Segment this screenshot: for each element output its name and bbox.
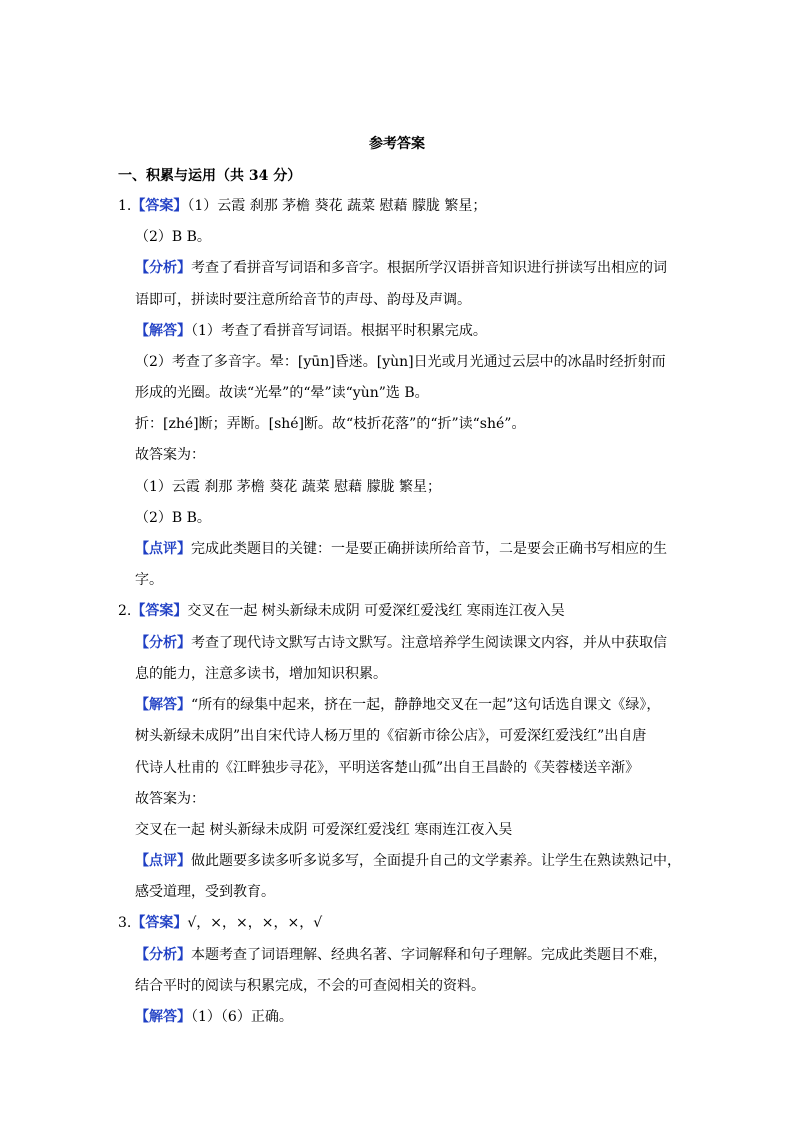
q2-analysis-line: [135, 633, 667, 653]
comment-tag: 【点评】: [135, 853, 191, 869]
q1-answer-line: [118, 196, 486, 216]
q3-answer-text: √，×，×，×，×，√: [187, 915, 323, 931]
q1-solution-3: 形成的光圈。故读“光晕”的“晕”读“yùn”选 B。: [135, 385, 429, 401]
solution-tag: 【解答】: [135, 1009, 191, 1025]
analysis-tag: 【分析】: [135, 635, 191, 651]
section-heading: 一、积累与运用（共 34 分）: [118, 168, 302, 184]
answer-tag: 【答案】: [131, 603, 188, 619]
solution-tag: 【解答】: [135, 697, 191, 713]
q1-solution-1: （1）考查了看拼音写词语。根据平时积累完成。: [191, 323, 487, 339]
q2-solution-1: “所有的绿集中起来，挤在一起，静静地交叉在一起”这句话选自课文《绿》，: [191, 697, 661, 713]
q2-number: 2.: [118, 603, 132, 619]
comment-tag: 【点评】: [135, 541, 191, 557]
q2-comment-line: [135, 851, 681, 871]
q1-number: 1.: [118, 198, 132, 214]
q2-analysis-1: 考查了现代诗文默写古诗文默写。注意培养学生阅读课文内容，并从中获取信: [191, 635, 667, 651]
q3-solution-line: [135, 1007, 293, 1027]
analysis-tag: 【分析】: [135, 947, 191, 963]
q1-solution-2: （2）考查了多音字。晕：[yūn]昏迷。[yùn]日光或月光通过云层中的冰晶时经折射而: [135, 354, 666, 370]
q1-solution-4: 折：[zhé]断；弄断。[shé]断。故“枝折花落”的“折”读“shé”。: [135, 416, 526, 432]
q2-answer-text: 交叉在一起 树头新绿未成阴 可爱深红爱浅红 寒雨连江夜入吴: [187, 603, 565, 619]
q1-analysis-line: [135, 258, 667, 278]
q3-answer-line: [118, 913, 322, 933]
q1-analysis-1: 考查了看拼音写词语和多音字。根据所学汉语拼音知识进行拼读写出相应的词: [191, 260, 667, 276]
page-title: 参考答案: [369, 136, 425, 152]
q1-comment-2: 字。: [135, 572, 163, 588]
q1-solution-6: （1）云霞 刹那 茅檐 葵花 蔬菜 慰藉 朦胧 繁星；: [135, 479, 442, 495]
q2-analysis-2: 息的能力，注意多读书，增加知识积累。: [135, 666, 387, 682]
answer-tag: 【答案】: [131, 198, 188, 214]
q2-solution-4: 故答案为：: [135, 791, 205, 807]
q3-analysis-2: 结合平时的阅读与积累完成，不会的可查阅相关的资料。: [135, 978, 485, 994]
q1-comment-line: [135, 539, 667, 559]
q2-comment-1: 做此题要多读多听多说多写，全面提升自己的文学素养。让学生在熟读熟记中，: [191, 853, 681, 869]
q1-analysis-2: 语即可，拼读时要注意所给音节的声母、韵母及声调。: [135, 292, 471, 308]
q2-solution-2: 树头新绿未成阴”出自宋代诗人杨万里的《宿新市徐公店》，可爱深红爱浅红”出自唐: [135, 728, 647, 744]
q1-solution-5: 故答案为：: [135, 447, 205, 463]
answer-tag: 【答案】: [131, 915, 188, 931]
q2-solution-line: [135, 695, 660, 715]
q3-solution-1: （1）（6）正确。: [191, 1009, 293, 1025]
q2-solution-5: 交叉在一起 树头新绿未成阴 可爱深红爱浅红 寒雨连江夜入吴: [135, 822, 513, 838]
q1-answer-text: （1）云霞 刹那 茅檐 葵花 蔬菜 慰藉 朦胧 繁星；: [187, 198, 487, 214]
q1-answer-2: （2）B B。: [135, 229, 211, 245]
q3-number: 3.: [118, 915, 132, 931]
q1-solution-7: （2）B B。: [135, 510, 211, 526]
solution-tag: 【解答】: [135, 323, 191, 339]
q3-analysis-1: 本题考查了词语理解、经典名著、字词解释和句子理解。完成此类题目不难，: [191, 947, 667, 963]
q2-answer-line: [118, 601, 565, 621]
analysis-tag: 【分析】: [135, 260, 191, 276]
q3-analysis-line: [135, 945, 667, 965]
q2-comment-2: 感受道理，受到教育。: [135, 884, 275, 900]
q1-comment-1: 完成此类题目的关键：一是要正确拼读所给音节，二是要会正确书写相应的生: [191, 541, 667, 557]
q2-solution-3: 代诗人杜甫的《江畔独步寻花》，平明送客楚山孤”出自王昌龄的《芙蓉楼送辛渐》: [135, 760, 640, 776]
q1-solution-line: [135, 321, 487, 341]
